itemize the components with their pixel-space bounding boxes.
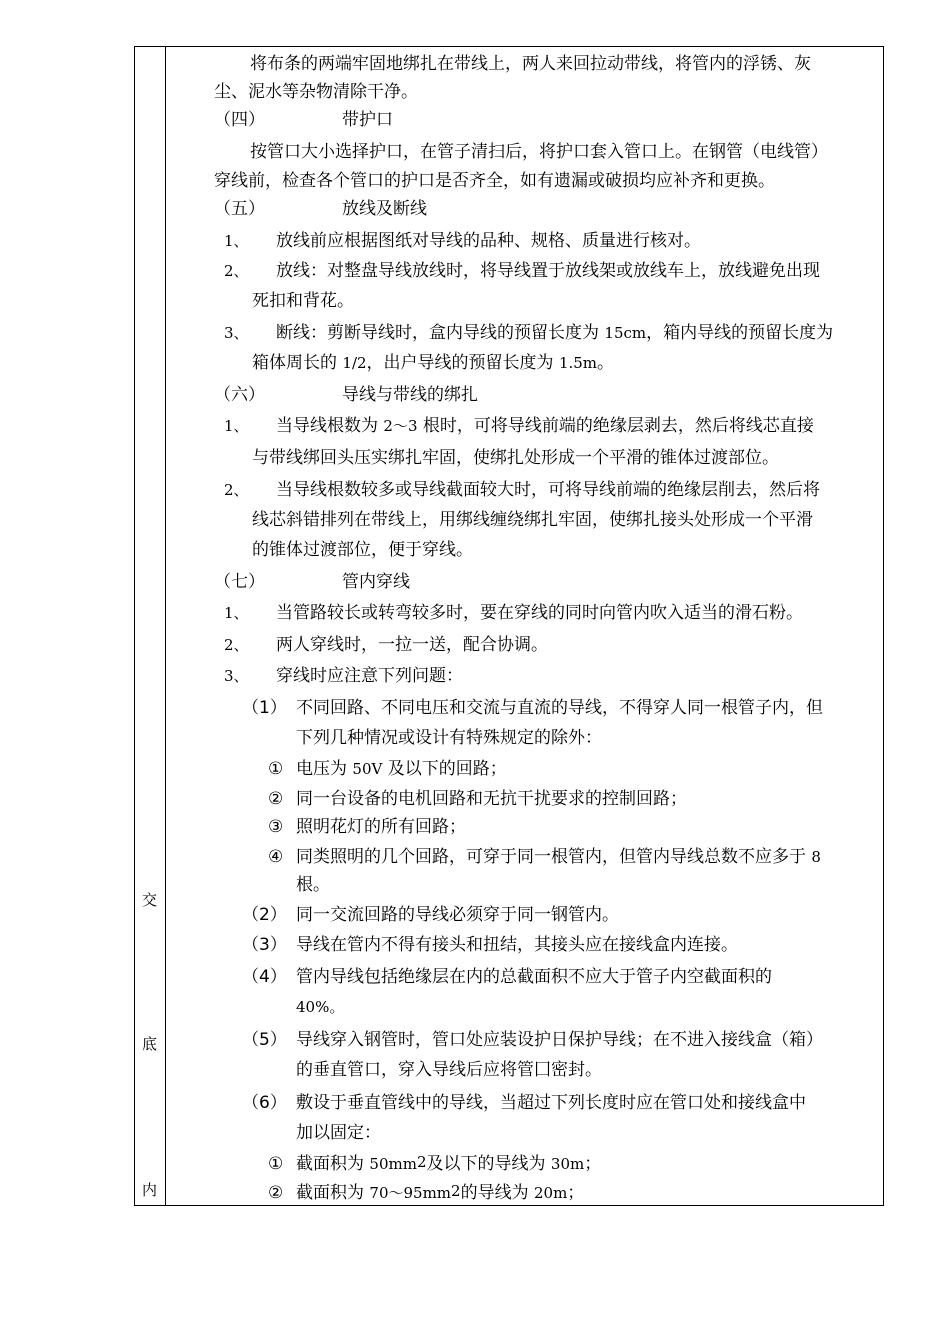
list-item: 穿线时应注意下列问题： bbox=[276, 666, 463, 686]
sub-item-number: （1） bbox=[242, 698, 287, 718]
item-number: 1、 bbox=[224, 604, 249, 622]
sub-item-cont: 的垂直管口，穿入导线后应将管囗密封。 bbox=[296, 1060, 602, 1080]
sub-item-number: （6） bbox=[242, 1093, 287, 1113]
side-label-char: 底 bbox=[141, 1035, 157, 1053]
list-item-cont: 与带线绑回头压实绑扎牢固，使绑扎处形成一个平滑的锥体过渡部位。 bbox=[252, 448, 779, 468]
circled-number: ④ bbox=[268, 847, 284, 867]
item-number: 1、 bbox=[224, 232, 249, 250]
sub-item: 导线穿入钢管时，管口处应装设护日保护导线；在不进入接线盒（箱） bbox=[296, 1030, 823, 1050]
side-label-char: 内 bbox=[141, 1181, 157, 1199]
paragraph-line: 尘、泥水等杂物清除干净。 bbox=[214, 82, 418, 102]
paragraph-line: 将布条的两端牢固地绑扎在带线上，两人来回拉动带线，将管内的浮锈、灰 bbox=[250, 54, 811, 74]
item-number: 2、 bbox=[224, 481, 249, 499]
nested-item: 同一台设备的电机回路和无抗干扰要求的控制回路； bbox=[296, 789, 687, 809]
sub-item-number: （3） bbox=[242, 935, 287, 955]
item-number: 2、 bbox=[224, 262, 249, 280]
section-number: （七） bbox=[214, 572, 265, 592]
list-item-cont: 线芯斜错排列在带线上，用绑线缠绕绑扎牢固，使绑扎接头处形成一个平滑 bbox=[252, 510, 813, 530]
nested-item-cont: 根。 bbox=[296, 875, 330, 895]
sub-item: 不同回路、不同电压和交流与直流的导线，不得穿人同一根管子内，但 bbox=[296, 698, 823, 718]
nested-item: 同类照明的几个回路，可穿于同一根管内，但管内导线总数不应多于 8 bbox=[296, 847, 821, 867]
list-item: 断线：剪断导线时，盒内导线的预留长度为 15cm，箱内导线的预留长度为 bbox=[276, 323, 834, 343]
list-item-cont: 箱体周长的 1/2，出户导线的预留长度为 1.5m。 bbox=[252, 353, 615, 373]
circled-number: ② bbox=[268, 1183, 284, 1203]
circled-number: ② bbox=[268, 789, 284, 809]
section-number: （六） bbox=[214, 385, 265, 405]
paragraph-line: 穿线前，检查各个管口的护口是否齐全，如有遗漏或破损均应补齐和更换。 bbox=[214, 171, 775, 191]
nested-item: 照明花灯的所有回路； bbox=[296, 817, 466, 837]
circled-number: ③ bbox=[268, 817, 284, 837]
list-item: 当导线根数为 2～3 根时，可将导线前端的绝缘层剥去，然后将线芯直接 bbox=[276, 416, 814, 436]
list-item: 两人穿线时，一拉一送，配合协调。 bbox=[276, 635, 548, 655]
sub-item-number: （2） bbox=[242, 905, 287, 925]
list-item: 放线前应根据图纸对导线的品种、规格、质量进行核对。 bbox=[276, 231, 701, 251]
sub-item-cont: 加以固定： bbox=[296, 1123, 381, 1143]
sub-item-cont: 下列几种情况或设计有特殊规定的除外： bbox=[296, 728, 602, 748]
section-number: （四） bbox=[214, 110, 265, 130]
section-number: （五） bbox=[214, 199, 265, 219]
side-label-char: 交 bbox=[141, 891, 157, 909]
list-item: 当导线根数较多或导线截面较大时，可将导线前端的绝缘层削去，然后将 bbox=[276, 480, 820, 500]
item-number: 2、 bbox=[224, 636, 249, 654]
sub-item: 同一交流回路的导线必须穿于同一钢管内。 bbox=[296, 905, 619, 925]
sub-item: 敷设于垂直管线中的导线，当超过下列长度时应在管口处和接线盒中 bbox=[296, 1093, 806, 1113]
section-title: 带护口 bbox=[342, 110, 393, 130]
list-item: 当管路较长或转弯较多时，要在穿线的同时向管内吹入适当的滑石粉。 bbox=[276, 603, 803, 623]
circled-number: ① bbox=[268, 759, 284, 779]
column-divider bbox=[165, 46, 166, 1206]
sub-item-cont: 40%。 bbox=[296, 998, 345, 1016]
nested-item: 截面积为 $70\sim 95mm^2$的导线为 20m； bbox=[296, 1182, 585, 1203]
section-title: 管内穿线 bbox=[342, 572, 410, 592]
list-item-cont: 死扣和背花。 bbox=[252, 291, 354, 311]
sub-item: 管内导线包括绝缘层在内的总截面积不应大于管子内空截面积的 bbox=[296, 967, 772, 987]
section-title: 导线与带线的绑扎 bbox=[342, 385, 478, 405]
sub-item: 导线在管内不得有接头和扭结，其接头应在接线盒内连接。 bbox=[296, 935, 738, 955]
nested-item: 截面积为 $50mm^2$及以下的导线为 30m； bbox=[296, 1153, 602, 1174]
circled-number: ① bbox=[268, 1154, 284, 1174]
list-item-cont: 的锥体过渡部位，便于穿线。 bbox=[252, 540, 473, 560]
item-number: 3、 bbox=[224, 667, 249, 685]
paragraph-line: 按管口大小选择护口，在管子清扫后，将护口套入管口上。在钢管（电线管） bbox=[250, 142, 828, 162]
section-title: 放线及断线 bbox=[342, 199, 427, 219]
item-number: 1、 bbox=[224, 417, 249, 435]
sub-item-number: （4） bbox=[242, 967, 287, 987]
nested-item: 电压为 50V 及以下的回路； bbox=[296, 759, 507, 779]
sub-item-number: （5） bbox=[242, 1030, 287, 1050]
list-item: 放线：对整盘导线放线时，将导线置于放线架或放线车上，放线避免出现 bbox=[276, 261, 820, 281]
item-number: 3、 bbox=[224, 324, 249, 342]
